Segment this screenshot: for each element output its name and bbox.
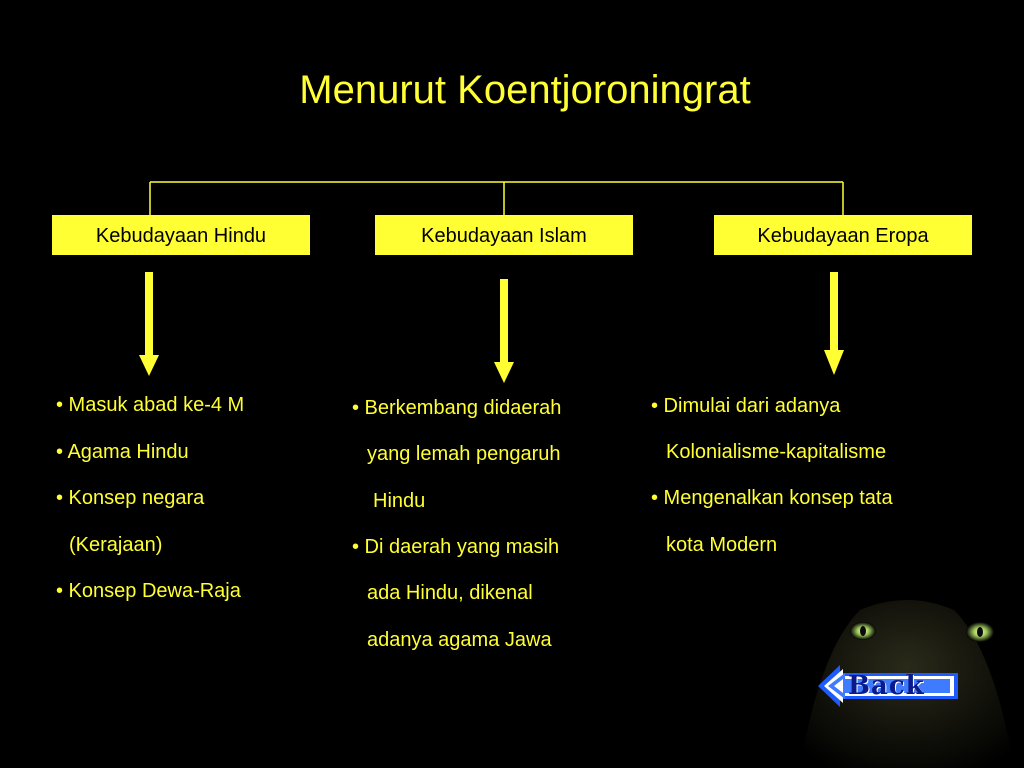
box-kebudayaan-eropa: Kebudayaan Eropa bbox=[714, 215, 972, 255]
list-item: • Masuk abad ke-4 M bbox=[56, 394, 245, 416]
list-item: • Agama Hindu bbox=[56, 441, 189, 463]
list-item: • Konsep Dewa-Raja bbox=[56, 580, 241, 602]
list-item: • Di daerah yang masih bbox=[352, 536, 560, 558]
slide-title: Menurut Koentjoroningrat bbox=[299, 68, 751, 112]
list-item: ada Hindu, dikenal bbox=[367, 582, 533, 604]
list-item: • Berkembang didaerah bbox=[352, 397, 562, 419]
back-button[interactable] bbox=[818, 665, 960, 707]
box-kebudayaan-islam: Kebudayaan Islam bbox=[375, 215, 633, 255]
list-item: • Dimulai dari adanya bbox=[651, 395, 841, 417]
list-item: • Mengenalkan konsep tata bbox=[651, 487, 893, 509]
list-item: (Kerajaan) bbox=[69, 534, 163, 556]
list-item: adanya agama Jawa bbox=[367, 629, 552, 651]
list-item: yang lemah pengaruh bbox=[367, 443, 561, 465]
back-button-label: Back bbox=[848, 671, 925, 701]
list-item: Hindu bbox=[373, 490, 426, 512]
box-kebudayaan-hindu: Kebudayaan Hindu bbox=[52, 215, 310, 255]
list-item: • Konsep negara bbox=[56, 487, 205, 509]
list-item: kota Modern bbox=[666, 534, 778, 556]
list-item: Kolonialisme-kapitalisme bbox=[666, 441, 887, 463]
